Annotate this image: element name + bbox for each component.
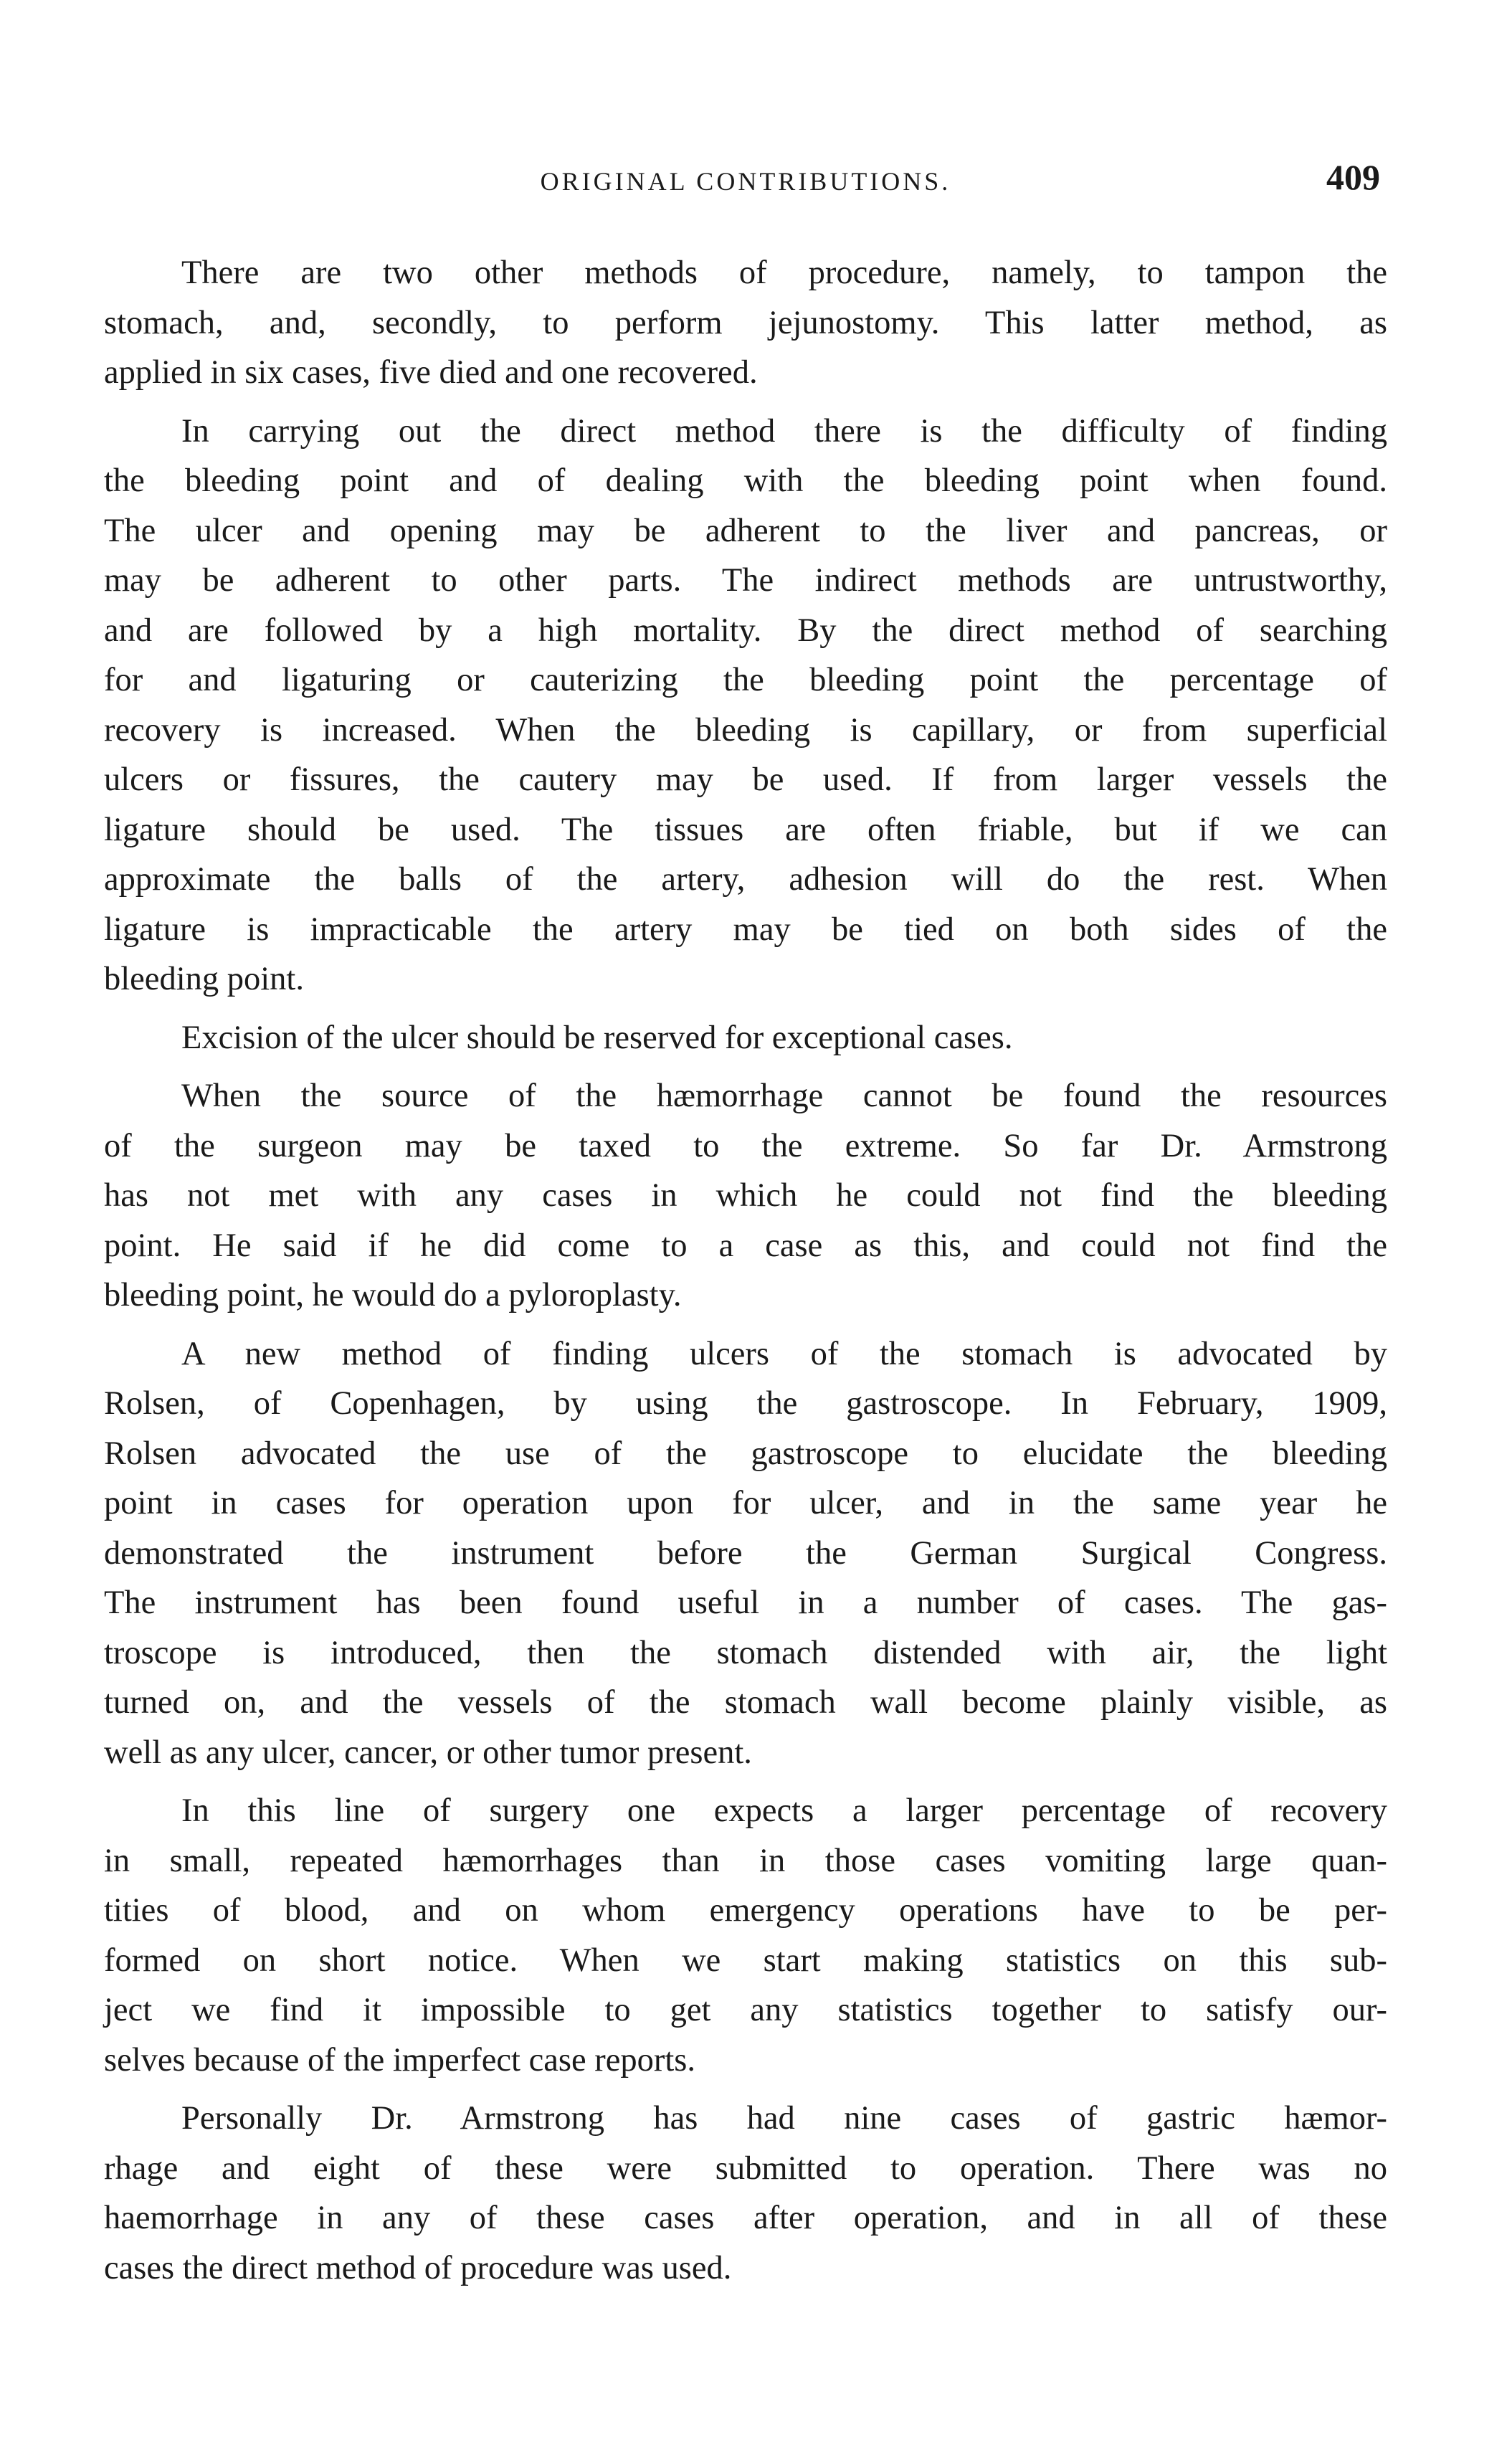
text-line: of the surgeon may be taxed to the extreme. So far Dr. Armstrong [104,1127,1387,1164]
text-line: formed on short notice. When we start making statistics on this sub- [104,1942,1387,1979]
text-line: cases the direct method of procedure was used. [104,2249,732,2286]
text-line: point. He said if he did come to a case as this, and could not find the [104,1227,1387,1264]
paragraph-procedures [104,248,1387,398]
text-line: ligature is impracticable the artery may be tied on both sides of the [104,911,1387,948]
text-line: Personally Dr. Armstrong has had nine cases of gastric hæmor- [181,2100,1387,2137]
text-line: Rolsen advocated the use of the gastroscope to elucidate the bleeding [104,1435,1387,1472]
text-line: ulcers or fissures, the cautery may be used. If from larger vessels the [104,761,1387,798]
text-line: bleeding point. [104,961,304,997]
text-line: stomach, and, secondly, to perform jejunostomy. This latter method, as [104,304,1387,341]
running-header [104,156,1387,206]
text-line: turned on, and the vessels of the stomach wall become plainly visible, as [104,1684,1387,1721]
article-body [104,248,1387,2301]
page-number: 409 [1326,157,1380,197]
paragraph-gastroscope [104,1329,1387,1778]
paragraph-source-unknown [104,1071,1387,1321]
text-line: There are two other methods of procedure, namely, to tampon the [181,255,1387,291]
paragraph-excision [104,1013,1387,1063]
text-line: ligature should be used. The tissues are often friable, but if we can [104,811,1387,848]
text-line: in small, repeated hæmorrhages than in those cases vomiting large quan- [104,1842,1387,1879]
text-line: has not met with any cases in which he could not find the bleeding [104,1177,1387,1214]
text-line: haemorrhage in any of these cases after operation, and in all of these [104,2200,1387,2236]
text-line: selves because of the imperfect case reports. [104,2041,695,2079]
text-line: The instrument has been found useful in a number of cases. The gas- [104,1585,1387,1621]
text-line: point in cases for operation upon for ulcer, and in the same year he [104,1485,1387,1521]
text-line: and are followed by a high mortality. By the direct method of searching [104,612,1387,649]
text-line: In carrying out the direct method there is the difficulty of finding [181,412,1387,450]
text-line: Rolsen, of Copenhagen, by using the gastroscope. In February, 1909, [104,1385,1387,1422]
paragraph-direct-method [104,407,1387,1004]
text-line: rhage and eight of these were submitted to operation. There was no [104,2149,1387,2187]
text-line: troscope is introduced, then the stomach distended with air, the light [104,1634,1387,1671]
text-line: recovery is increased. When the bleeding is capillary, or from superficial [104,711,1387,749]
text-line: tities of blood, and on whom emergency operations have to be per- [104,1892,1387,1929]
text-line: In this line of surgery one expects a larger percentage of recovery [181,1792,1387,1829]
running-title: ORIGINAL CONTRIBUTIONS. [540,167,951,196]
text-line: Excision of the ulcer should be reserved for exceptional cases. [181,1019,1013,1056]
text-line: demonstrated the instrument before the German Surgical Congress. [104,1534,1387,1572]
paragraph-personal-cases [104,2094,1387,2293]
text-line: A new method of finding ulcers of the stomach is advocated by [181,1335,1387,1372]
text-line: applied in six cases, five died and one recovered. [104,354,758,391]
text-line: well as any ulcer, cancer, or other tumor present. [104,1734,752,1771]
text-line: When the source of the hæmorrhage cannot be found the resources [181,1078,1387,1114]
text-line: for and ligaturing or cauterizing the bleeding point the percentage of [104,662,1387,698]
text-line: approximate the balls of the artery, adhesion will do the rest. When [104,861,1387,898]
text-line: The ulcer and opening may be adherent to the liver and pancreas, or [104,512,1387,549]
text-line: ject we find it impossible to get any statistics together to satisfy our- [104,1992,1387,2028]
text-line: may be adherent to other parts. The indirect methods are untrustworthy, [104,562,1387,599]
paragraph-statistics [104,1786,1387,2085]
text-line: bleeding point, he would do a pyloroplasty. [104,1277,682,1313]
text-line: the bleeding point and of dealing with the bleeding point when found. [104,462,1387,499]
